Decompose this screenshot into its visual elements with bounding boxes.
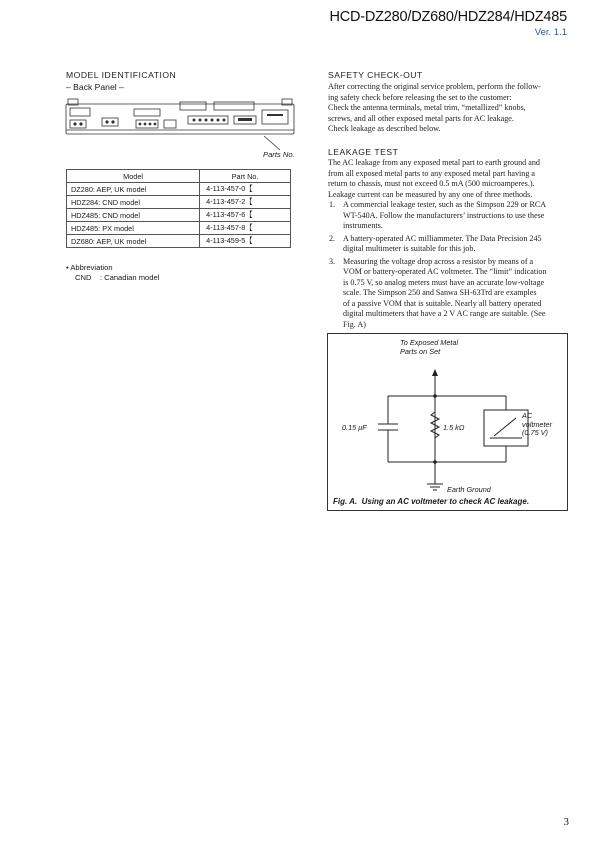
text-line: scale. The Simpson 250 and Sanwa SH-63Trd are examples xyxy=(343,288,537,297)
part-no-cell: 4-113-457-8【 xyxy=(200,222,291,235)
leakage-test-text xyxy=(328,158,570,330)
text-line: Check leakage as described below. xyxy=(328,124,441,133)
table-row xyxy=(67,209,291,222)
column-header-model: Model xyxy=(67,170,200,183)
text-line: of a passive VOM that is suitable. Nearly all battery operated xyxy=(343,298,542,308)
fig-label-line: (0.75 V) xyxy=(522,428,548,437)
text-line: Leakage current can be measured by any one of three methods. xyxy=(328,189,533,199)
leakage-method-list xyxy=(328,200,570,330)
list-number: 1. xyxy=(329,200,336,209)
part-no-cell: 4-113-457-2【 xyxy=(200,196,291,209)
text-line: A battery-operated AC milliammeter. The Data Precision 245 xyxy=(343,233,542,243)
fig-label-exposed-metal xyxy=(400,338,458,356)
text-line: digital multimeters that have a 2 V AC range are suitable. (See xyxy=(343,309,546,318)
column-header-part-no: Part No. xyxy=(200,170,291,183)
fig-label-line: voltmeter xyxy=(522,419,553,429)
fig-label-capacitor: 0.15 μF xyxy=(342,423,367,432)
model-identification-title: MODEL IDENTIFICATION xyxy=(66,70,177,80)
text-line: Check the antenna terminals, metal trim, “metallized” knobs, xyxy=(328,103,526,112)
table-row xyxy=(67,196,291,209)
list-item xyxy=(328,257,570,331)
page-number: 3 xyxy=(563,816,569,828)
fig-label-voltmeter xyxy=(522,412,552,438)
fig-label-line: Parts on Set xyxy=(400,347,441,356)
text-line: is 0.75 V, so analog meters must have an accurate low-voltage xyxy=(343,277,545,287)
table-header-row xyxy=(67,170,291,183)
fig-label-earth-ground: Earth Ground xyxy=(447,485,491,494)
text-line: After correcting the original service problem, perform the follow- xyxy=(328,82,541,91)
parts-no-label: Parts No. xyxy=(263,150,295,159)
text-line: ing safety check before releasing the set to the customer: xyxy=(328,92,512,102)
fig-label-line: AC xyxy=(522,411,533,420)
model-cell: HDZ284: CND model xyxy=(67,196,200,209)
part-no-cell: 4-113-457-6【 xyxy=(200,209,291,222)
abbreviation-cnd: CND : Canadian model xyxy=(75,273,160,282)
model-cell: DZ280: AEP, UK model xyxy=(67,183,200,196)
safety-checkout-text xyxy=(328,82,570,135)
text-line: A commercial leakage tester, such as the Simpson 229 or RCA xyxy=(343,200,547,209)
text-line: VOM or battery-operated AC voltmeter. The “limit” indication xyxy=(343,267,547,276)
figure-a-box xyxy=(327,333,568,511)
model-cell: HDZ485: PX model xyxy=(67,222,200,235)
text-line: from all exposed metal parts to any exposed metal part having a xyxy=(328,168,535,178)
safety-checkout-title: SAFETY CHECK-OUT xyxy=(328,70,423,80)
fig-label-line: To Exposed Metal xyxy=(400,338,459,347)
list-item xyxy=(328,200,570,232)
table-row xyxy=(67,222,291,235)
document-title: HCD-DZ280/DZ680/HDZ284/HDZ485 xyxy=(329,9,567,25)
text-line: screws, and all other exposed metal parts for AC leakage. xyxy=(328,113,514,123)
text-line: return to chassis, must not exceed 0.5 mA (500 microamperes.). xyxy=(328,179,535,188)
figure-caption: Fig. A. Using an AC voltmeter to check AC leakage. xyxy=(333,497,530,506)
text-line: digital multimeter is suitable for this job. xyxy=(343,244,476,253)
part-no-cell: 4-113-459-5【 xyxy=(200,235,291,248)
table-row xyxy=(67,183,291,196)
back-panel-illustration xyxy=(64,96,304,156)
text-line: Fig. A) xyxy=(343,319,366,329)
fig-label-resistor: 1.5 kΩ xyxy=(443,423,465,432)
abbreviation-title: • Abbreviation xyxy=(66,263,113,272)
text-line: WT-540A. Follow the manufacturers’ instructions to use these xyxy=(343,210,545,220)
version-label: Ver. 1.1 xyxy=(534,27,567,38)
table-row xyxy=(67,235,291,248)
text-line: The AC leakage from any exposed metal part to earth ground and xyxy=(328,158,540,167)
part-no-cell: 4-113-457-0【 xyxy=(200,183,291,196)
text-line: Measuring the voltage drop across a resistor by means of a xyxy=(343,256,534,266)
list-item xyxy=(328,234,570,255)
leakage-test-title: LEAKAGE TEST xyxy=(328,147,399,157)
model-cell: HDZ485: CND model xyxy=(67,209,200,222)
list-number: 2. xyxy=(329,233,336,243)
model-cell: DZ680: AEP, UK model xyxy=(67,235,200,248)
back-panel-subtitle: – Back Panel – xyxy=(66,82,124,92)
list-number: 3. xyxy=(329,256,336,266)
model-parts-table xyxy=(66,169,291,248)
text-line: instruments. xyxy=(343,221,383,230)
